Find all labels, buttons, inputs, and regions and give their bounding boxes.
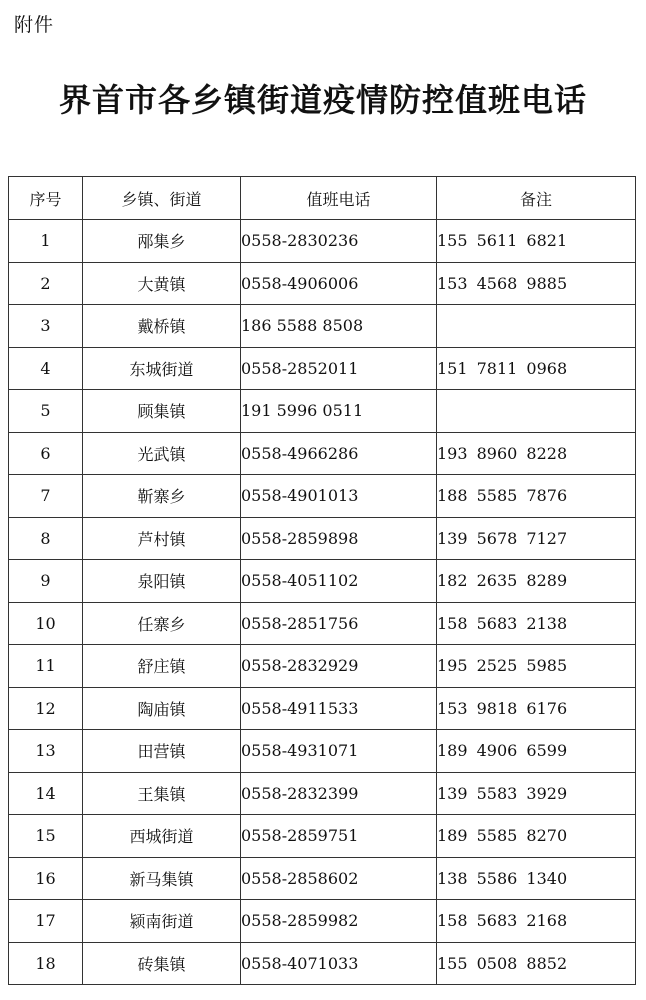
cell-number: 12 — [9, 687, 83, 730]
cell-town: 东城街道 — [83, 347, 241, 390]
column-header-phone: 值班电话 — [241, 177, 437, 220]
cell-town: 靳寨乡 — [83, 475, 241, 518]
cell-phone: 186 5588 8508 — [241, 305, 437, 348]
cell-note: 188 5585 7876 — [437, 475, 636, 518]
cell-note: 189 5585 8270 — [437, 815, 636, 858]
table-row — [9, 687, 636, 730]
header-row — [9, 177, 636, 220]
cell-note: 193 8960 8228 — [437, 432, 636, 475]
cell-note: 138 5586 1340 — [437, 857, 636, 900]
attachment-label: 附件 — [14, 14, 55, 36]
cell-town: 大黄镇 — [83, 262, 241, 305]
cell-note: 189 4906 6599 — [437, 730, 636, 773]
cell-phone: 0558-2832929 — [241, 645, 437, 688]
column-header-town: 乡镇、街道 — [83, 177, 241, 220]
cell-note: 158 5683 2138 — [437, 602, 636, 645]
cell-number: 16 — [9, 857, 83, 900]
cell-note: 151 7811 0968 — [437, 347, 636, 390]
cell-phone: 0558-2859751 — [241, 815, 437, 858]
column-header-number: 序号 — [9, 177, 83, 220]
table-row — [9, 305, 636, 348]
cell-town: 陶庙镇 — [83, 687, 241, 730]
cell-town: 新马集镇 — [83, 857, 241, 900]
cell-phone: 0558-2851756 — [241, 602, 437, 645]
cell-number: 9 — [9, 560, 83, 603]
duty-phone-table — [8, 176, 636, 985]
cell-note: 153 4568 9885 — [437, 262, 636, 305]
table-header — [9, 177, 636, 220]
cell-note: 155 5611 6821 — [437, 220, 636, 263]
cell-town: 芦村镇 — [83, 517, 241, 560]
cell-town: 田营镇 — [83, 730, 241, 773]
table-row — [9, 475, 636, 518]
cell-number: 3 — [9, 305, 83, 348]
cell-town: 王集镇 — [83, 772, 241, 815]
table-row — [9, 645, 636, 688]
table-row — [9, 517, 636, 560]
cell-number: 15 — [9, 815, 83, 858]
cell-phone: 0558-4071033 — [241, 942, 437, 985]
table-body — [9, 220, 636, 985]
column-header-note: 备注 — [437, 177, 636, 220]
cell-number: 2 — [9, 262, 83, 305]
cell-note: 158 5683 2168 — [437, 900, 636, 943]
table-row — [9, 815, 636, 858]
cell-note — [437, 305, 636, 348]
table-row — [9, 857, 636, 900]
cell-number: 4 — [9, 347, 83, 390]
cell-town: 泉阳镇 — [83, 560, 241, 603]
cell-phone: 0558-4931071 — [241, 730, 437, 773]
cell-phone: 0558-2832399 — [241, 772, 437, 815]
table-row — [9, 900, 636, 943]
cell-note: 182 2635 8289 — [437, 560, 636, 603]
cell-town: 砖集镇 — [83, 942, 241, 985]
cell-note: 139 5583 3929 — [437, 772, 636, 815]
cell-number: 17 — [9, 900, 83, 943]
cell-note — [437, 390, 636, 433]
cell-number: 10 — [9, 602, 83, 645]
cell-number: 13 — [9, 730, 83, 773]
cell-phone: 191 5996 0511 — [241, 390, 437, 433]
cell-town: 光武镇 — [83, 432, 241, 475]
cell-town: 邴集乡 — [83, 220, 241, 263]
cell-number: 8 — [9, 517, 83, 560]
table-row — [9, 347, 636, 390]
cell-number: 1 — [9, 220, 83, 263]
cell-phone: 0558-4906006 — [241, 262, 437, 305]
cell-number: 7 — [9, 475, 83, 518]
table-row — [9, 432, 636, 475]
cell-note: 155 0508 8852 — [437, 942, 636, 985]
cell-phone: 0558-2858602 — [241, 857, 437, 900]
cell-town: 颍南街道 — [83, 900, 241, 943]
page-title: 界首市各乡镇街道疫情防控值班电话 — [58, 81, 587, 119]
cell-phone: 0558-4901013 — [241, 475, 437, 518]
cell-phone: 0558-2859898 — [241, 517, 437, 560]
cell-number: 18 — [9, 942, 83, 985]
cell-number: 14 — [9, 772, 83, 815]
table-row — [9, 262, 636, 305]
table-row — [9, 560, 636, 603]
table-row — [9, 772, 636, 815]
cell-number: 6 — [9, 432, 83, 475]
cell-phone: 0558-2830236 — [241, 220, 437, 263]
cell-phone: 0558-4051102 — [241, 560, 437, 603]
cell-number: 5 — [9, 390, 83, 433]
cell-phone: 0558-4966286 — [241, 432, 437, 475]
table-row — [9, 730, 636, 773]
cell-number: 11 — [9, 645, 83, 688]
cell-town: 戴桥镇 — [83, 305, 241, 348]
table-row — [9, 942, 636, 985]
cell-phone: 0558-2859982 — [241, 900, 437, 943]
cell-town: 顾集镇 — [83, 390, 241, 433]
cell-town: 任寨乡 — [83, 602, 241, 645]
cell-town: 西城街道 — [83, 815, 241, 858]
table-row — [9, 602, 636, 645]
table-row — [9, 220, 636, 263]
cell-note: 139 5678 7127 — [437, 517, 636, 560]
cell-phone: 0558-4911533 — [241, 687, 437, 730]
table-row — [9, 390, 636, 433]
cell-town: 舒庄镇 — [83, 645, 241, 688]
cell-note: 195 2525 5985 — [437, 645, 636, 688]
cell-note: 153 9818 6176 — [437, 687, 636, 730]
cell-phone: 0558-2852011 — [241, 347, 437, 390]
